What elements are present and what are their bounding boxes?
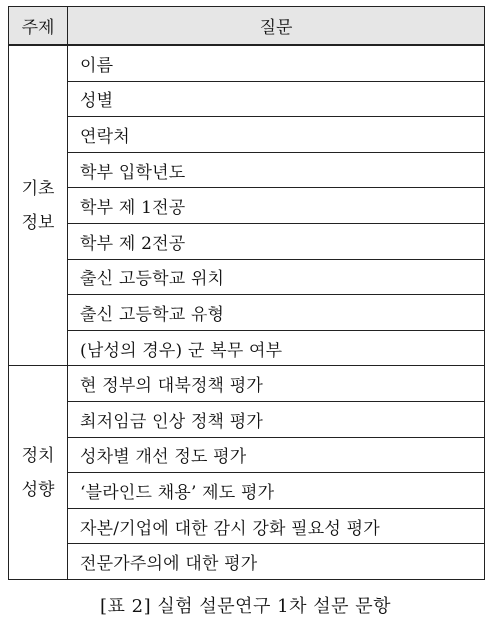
header-question: 질문	[68, 7, 485, 46]
table-row	[9, 401, 485, 437]
question-cell: 학부 제 2전공	[68, 223, 485, 259]
topic-line: 정치	[21, 445, 55, 466]
question-cell: 최저임금 인상 정책 평가	[68, 401, 485, 437]
question-cell: 연락처	[68, 117, 485, 153]
question-cell: 이름	[68, 45, 485, 81]
question-cell: 학부 제 1전공	[68, 188, 485, 224]
question-cell: 자본/기업에 대한 감시 강화 필요성 평가	[68, 508, 485, 544]
table-row	[9, 223, 485, 259]
table-row	[9, 473, 485, 509]
table-row	[9, 81, 485, 117]
table-row	[9, 152, 485, 188]
topic-line: 정보	[21, 212, 55, 233]
table-row	[9, 45, 485, 81]
question-cell: ‘블라인드 채용’ 제도 평가	[68, 473, 485, 509]
table-row	[9, 437, 485, 473]
question-cell: 학부 입학년도	[68, 152, 485, 188]
table-row	[9, 508, 485, 544]
survey-questions-table	[8, 6, 485, 580]
question-cell: 성차별 개선 정도 평가	[68, 437, 485, 473]
topic-line: 기초	[21, 178, 55, 199]
question-cell: 출신 고등학교 위치	[68, 259, 485, 295]
table-row	[9, 188, 485, 224]
table-row	[9, 330, 485, 366]
topic-line: 성향	[21, 479, 55, 500]
table-row	[9, 259, 485, 295]
question-cell: 성별	[68, 81, 485, 117]
table-header-row	[9, 7, 485, 46]
question-cell: 출신 고등학교 유형	[68, 295, 485, 331]
table-row	[9, 544, 485, 580]
table-caption: [표 2] 실험 설문연구 1차 설문 문항	[100, 596, 391, 617]
question-cell: (남성의 경우) 군 복무 여부	[68, 330, 485, 366]
table-row	[9, 295, 485, 331]
question-cell: 전문가주의에 대한 평가	[68, 544, 485, 580]
topic-cell-political-orientation	[9, 366, 68, 580]
topic-cell-basic-info	[9, 45, 68, 366]
table-row	[9, 117, 485, 153]
header-topic: 주제	[9, 7, 68, 46]
question-cell: 현 정부의 대북정책 평가	[68, 366, 485, 402]
table-row	[9, 366, 485, 402]
